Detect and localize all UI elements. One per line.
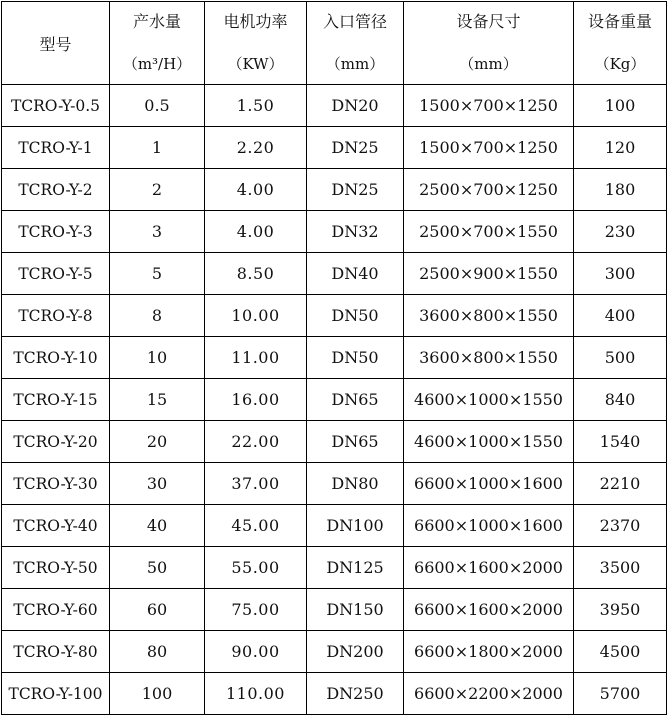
cell-inlet: DN50 xyxy=(307,337,404,379)
table-row xyxy=(2,463,667,505)
cell-output: 30 xyxy=(110,463,205,505)
cell-weight: 3500 xyxy=(574,547,667,589)
cell-size: 6600×1800×2000 xyxy=(404,631,574,673)
cell-power: 1.50 xyxy=(205,85,307,127)
table-body xyxy=(2,85,667,715)
cell-weight: 2370 xyxy=(574,505,667,547)
header-output-label: 产水量 xyxy=(132,12,181,31)
table-row xyxy=(2,379,667,421)
header-weight-unit: （Kg） xyxy=(594,55,646,73)
cell-size: 2500×700×1250 xyxy=(404,169,574,211)
table-row xyxy=(2,631,667,673)
cell-power: 16.00 xyxy=(205,379,307,421)
cell-output: 60 xyxy=(110,589,205,631)
cell-output: 1 xyxy=(110,127,205,169)
cell-size: 1500×700×1250 xyxy=(404,85,574,127)
cell-power: 75.00 xyxy=(205,589,307,631)
cell-size: 3600×800×1550 xyxy=(404,337,574,379)
cell-weight: 300 xyxy=(574,253,667,295)
header-output xyxy=(110,2,205,85)
cell-inlet: DN80 xyxy=(307,463,404,505)
table-row xyxy=(2,253,667,295)
cell-size: 1500×700×1250 xyxy=(404,127,574,169)
cell-weight: 230 xyxy=(574,211,667,253)
cell-size: 6600×1000×1600 xyxy=(404,463,574,505)
cell-power: 4.00 xyxy=(205,169,307,211)
header-model-label: 型号 xyxy=(39,34,72,54)
cell-weight: 100 xyxy=(574,85,667,127)
table-row xyxy=(2,421,667,463)
cell-output: 2 xyxy=(110,169,205,211)
cell-power: 11.00 xyxy=(205,337,307,379)
cell-weight: 400 xyxy=(574,295,667,337)
cell-inlet: DN25 xyxy=(307,169,404,211)
cell-inlet: DN100 xyxy=(307,505,404,547)
cell-inlet: DN200 xyxy=(307,631,404,673)
table-row xyxy=(2,169,667,211)
cell-power: 90.00 xyxy=(205,631,307,673)
cell-model: TCRO-Y-20 xyxy=(2,421,110,463)
cell-power: 37.00 xyxy=(205,463,307,505)
table-row xyxy=(2,337,667,379)
header-size-unit: （mm） xyxy=(459,55,518,73)
header-inlet-label: 入口管径 xyxy=(322,12,387,31)
header-power-label: 电机功率 xyxy=(223,12,288,31)
cell-output: 80 xyxy=(110,631,205,673)
cell-power: 4.00 xyxy=(205,211,307,253)
cell-inlet: DN65 xyxy=(307,421,404,463)
cell-weight: 3950 xyxy=(574,589,667,631)
table-row xyxy=(2,211,667,253)
cell-model: TCRO-Y-50 xyxy=(2,547,110,589)
cell-output: 40 xyxy=(110,505,205,547)
cell-inlet: DN32 xyxy=(307,211,404,253)
table-row xyxy=(2,673,667,715)
cell-power: 10.00 xyxy=(205,295,307,337)
cell-inlet: DN40 xyxy=(307,253,404,295)
cell-inlet: DN25 xyxy=(307,127,404,169)
cell-output: 100 xyxy=(110,673,205,715)
header-weight-label: 设备重量 xyxy=(587,12,652,31)
cell-size: 3600×800×1550 xyxy=(404,295,574,337)
cell-output: 20 xyxy=(110,421,205,463)
cell-weight: 5700 xyxy=(574,673,667,715)
cell-inlet: DN20 xyxy=(307,85,404,127)
cell-size: 2500×700×1550 xyxy=(404,211,574,253)
cell-weight: 1540 xyxy=(574,421,667,463)
cell-model: TCRO-Y-3 xyxy=(2,211,110,253)
cell-weight: 120 xyxy=(574,127,667,169)
header-size-label: 设备尺寸 xyxy=(456,12,521,31)
cell-power: 55.00 xyxy=(205,547,307,589)
cell-power: 22.00 xyxy=(205,421,307,463)
cell-weight: 840 xyxy=(574,379,667,421)
cell-model: TCRO-Y-60 xyxy=(2,589,110,631)
header-inlet xyxy=(307,2,404,85)
cell-inlet: DN150 xyxy=(307,589,404,631)
cell-power: 8.50 xyxy=(205,253,307,295)
cell-size: 4600×1000×1550 xyxy=(404,421,574,463)
cell-model: TCRO-Y-1 xyxy=(2,127,110,169)
cell-model: TCRO-Y-2 xyxy=(2,169,110,211)
table-row xyxy=(2,85,667,127)
table-row xyxy=(2,295,667,337)
table-row xyxy=(2,505,667,547)
cell-size: 2500×900×1550 xyxy=(404,253,574,295)
spec-table xyxy=(1,1,667,715)
cell-model: TCRO-Y-8 xyxy=(2,295,110,337)
header-output-unit: （m³/H） xyxy=(122,55,192,73)
cell-power: 110.00 xyxy=(205,673,307,715)
header-size xyxy=(404,2,574,85)
cell-weight: 4500 xyxy=(574,631,667,673)
header-row xyxy=(2,2,667,85)
cell-output: 15 xyxy=(110,379,205,421)
table-row xyxy=(2,589,667,631)
table-row xyxy=(2,547,667,589)
cell-model: TCRO-Y-0.5 xyxy=(2,85,110,127)
cell-inlet: DN50 xyxy=(307,295,404,337)
cell-power: 2.20 xyxy=(205,127,307,169)
cell-size: 6600×2200×2000 xyxy=(404,673,574,715)
cell-output: 8 xyxy=(110,295,205,337)
cell-model: TCRO-Y-30 xyxy=(2,463,110,505)
cell-model: TCRO-Y-40 xyxy=(2,505,110,547)
cell-output: 10 xyxy=(110,337,205,379)
cell-output: 50 xyxy=(110,547,205,589)
cell-output: 0.5 xyxy=(110,85,205,127)
cell-output: 3 xyxy=(110,211,205,253)
cell-inlet: DN65 xyxy=(307,379,404,421)
cell-model: TCRO-Y-15 xyxy=(2,379,110,421)
cell-size: 6600×1600×2000 xyxy=(404,589,574,631)
cell-inlet: DN250 xyxy=(307,673,404,715)
cell-weight: 500 xyxy=(574,337,667,379)
cell-model: TCRO-Y-10 xyxy=(2,337,110,379)
header-power-unit: （KW） xyxy=(227,55,284,73)
cell-size: 6600×1600×2000 xyxy=(404,547,574,589)
table-row xyxy=(2,127,667,169)
header-power xyxy=(205,2,307,85)
cell-weight: 180 xyxy=(574,169,667,211)
cell-model: TCRO-Y-5 xyxy=(2,253,110,295)
cell-model: TCRO-Y-100 xyxy=(2,673,110,715)
cell-weight: 2210 xyxy=(574,463,667,505)
cell-inlet: DN125 xyxy=(307,547,404,589)
cell-size: 4600×1000×1550 xyxy=(404,379,574,421)
cell-size: 6600×1000×1600 xyxy=(404,505,574,547)
cell-model: TCRO-Y-80 xyxy=(2,631,110,673)
header-inlet-unit: （mm） xyxy=(325,55,385,73)
header-weight xyxy=(574,2,667,85)
cell-power: 45.00 xyxy=(205,505,307,547)
cell-output: 5 xyxy=(110,253,205,295)
header-model xyxy=(2,2,110,85)
